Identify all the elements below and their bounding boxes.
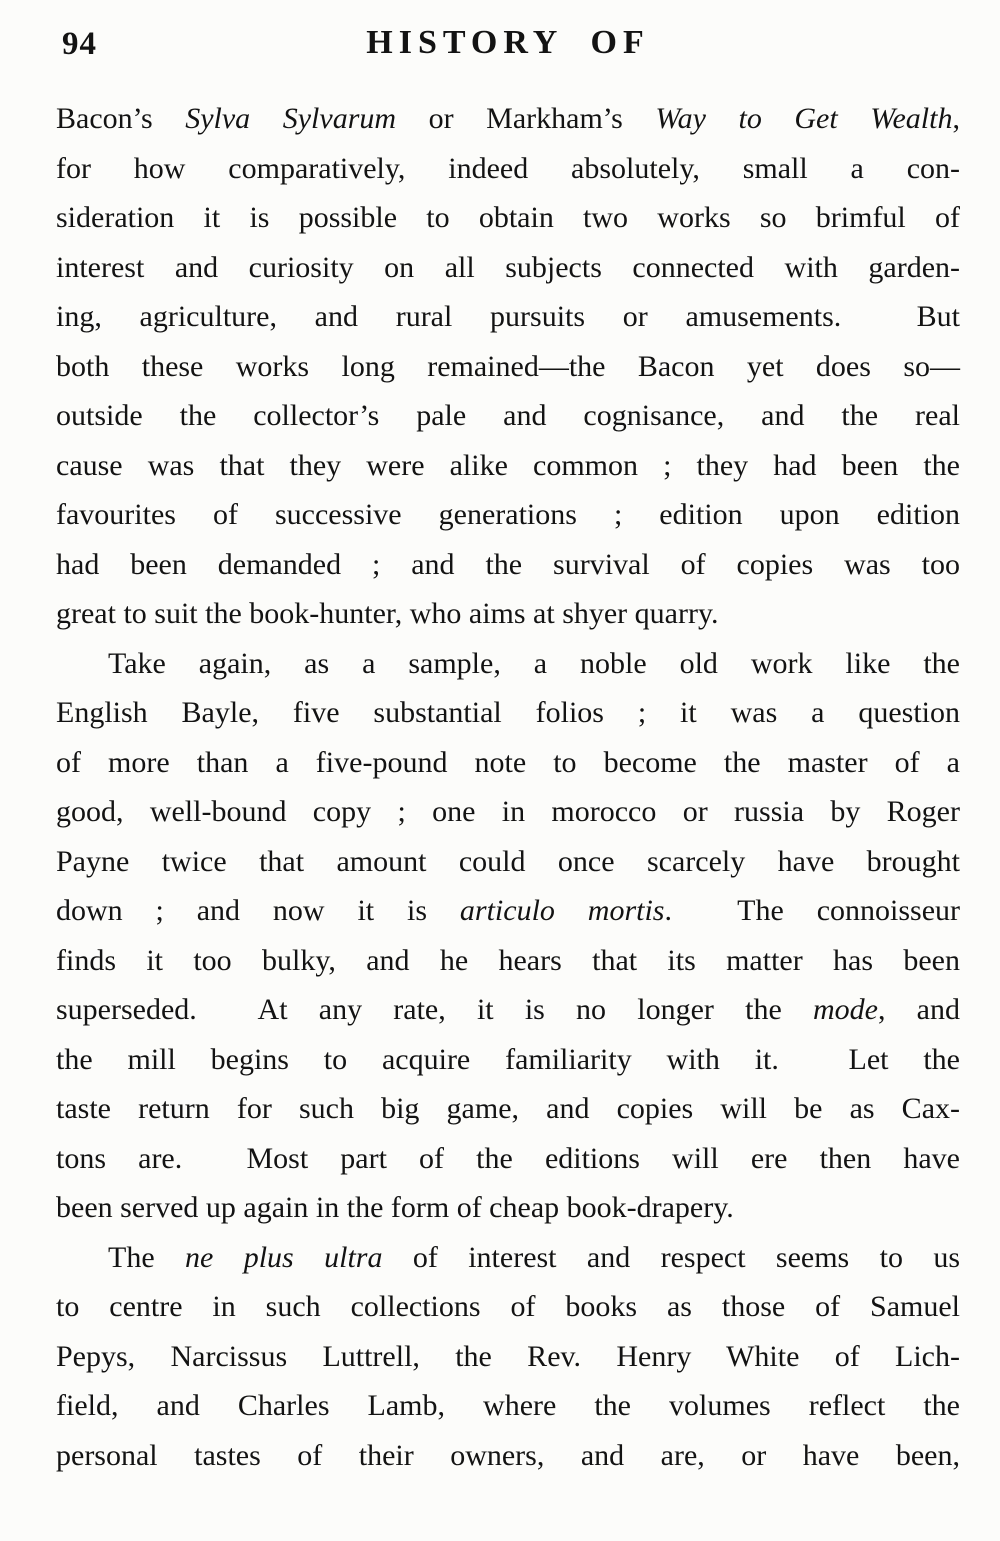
text-segment: Pepys, Narcissus Luttrell, the Rev. Henry White of Lich- bbox=[56, 1339, 960, 1373]
paragraph bbox=[56, 94, 960, 639]
text-segment: both these works long remained—the Bacon yet does so— bbox=[56, 349, 960, 383]
text-line bbox=[56, 936, 960, 986]
italic-text-segment: Way to Get Wealth bbox=[655, 102, 953, 135]
text-segment: . The connoisseur bbox=[664, 894, 960, 927]
text-segment: superseded. At any rate, it is no longer the bbox=[56, 993, 813, 1026]
text-segment: Payne twice that amount could once scarcely have brought bbox=[56, 844, 960, 878]
running-title: HISTORY OF bbox=[366, 24, 650, 61]
text-segment: interest and curiosity on all subjects connected with garden- bbox=[56, 250, 960, 284]
text-line bbox=[56, 738, 960, 788]
text-line bbox=[56, 1134, 960, 1184]
text-line bbox=[56, 342, 960, 392]
italic-text-segment: articulo mortis bbox=[459, 894, 665, 927]
text-segment: of interest and respect seems to us bbox=[382, 1240, 961, 1274]
text-line bbox=[56, 193, 960, 243]
text-segment: The bbox=[108, 1240, 186, 1274]
text-line bbox=[56, 243, 960, 293]
text-line bbox=[56, 94, 960, 144]
text-line bbox=[56, 1084, 960, 1134]
italic-text-segment: Sylva Sylvarum bbox=[185, 102, 397, 135]
text-body bbox=[56, 94, 960, 1480]
text-segment: finds it too bulky, and he hears that its matter has been bbox=[56, 943, 960, 977]
text-line bbox=[56, 1381, 960, 1431]
text-segment: , and bbox=[877, 993, 960, 1026]
text-segment: Take again, as a sample, a noble old work like the bbox=[108, 646, 960, 680]
text-line bbox=[56, 1035, 960, 1085]
text-segment: ing, agriculture, and rural pursuits or amusements. But bbox=[56, 300, 960, 333]
text-line bbox=[56, 1332, 960, 1382]
paragraph bbox=[56, 639, 960, 1233]
text-line bbox=[56, 441, 960, 491]
text-segment: cause was that they were alike common ; they had been the bbox=[56, 448, 960, 482]
text-segment: English Bayle, five substantial folios ; it was a question bbox=[56, 696, 960, 729]
text-segment: to centre in such collections of books as those of Samuel bbox=[56, 1290, 960, 1323]
text-segment: sideration it is possible to obtain two works so brimful of bbox=[56, 201, 960, 234]
text-segment: favourites of successive generations ; edition upon edition bbox=[56, 498, 960, 531]
text-line bbox=[56, 391, 960, 441]
text-segment: outside the collector’s pale and cognisance, and the real bbox=[56, 399, 960, 432]
text-line bbox=[56, 886, 960, 936]
paragraph bbox=[56, 1233, 960, 1481]
text-segment: Bacon’s bbox=[56, 102, 186, 135]
text-line bbox=[56, 837, 960, 887]
text-segment: , bbox=[952, 102, 960, 135]
text-segment: taste return for such big game, and copies will be as Cax- bbox=[56, 1092, 960, 1125]
text-line bbox=[56, 144, 960, 194]
text-line bbox=[56, 1183, 960, 1233]
text-segment: field, and Charles Lamb, where the volumes reflect the bbox=[56, 1389, 960, 1422]
text-segment: of more than a five-pound note to become the master of a bbox=[56, 745, 960, 779]
italic-text-segment: mode bbox=[812, 993, 878, 1026]
text-segment: the mill begins to acquire familiarity with it. Let the bbox=[56, 1042, 960, 1076]
text-line bbox=[56, 688, 960, 738]
text-segment: for how comparatively, indeed absolutely, small a con- bbox=[56, 151, 960, 185]
text-segment: down ; and now it is bbox=[56, 894, 460, 927]
text-line bbox=[56, 787, 960, 837]
text-line bbox=[56, 1233, 960, 1283]
page-header bbox=[56, 24, 960, 74]
text-line bbox=[56, 490, 960, 540]
page-number: 94 bbox=[62, 26, 97, 62]
text-segment: personal tastes of their owners, and are, or have been, bbox=[56, 1438, 960, 1472]
text-line bbox=[56, 1431, 960, 1481]
italic-text-segment: ne plus ultra bbox=[185, 1240, 383, 1274]
text-line bbox=[56, 540, 960, 590]
text-segment: good, well-bound copy ; one in morocco or russia by Roger bbox=[56, 795, 960, 828]
text-segment: been served up again in the form of cheap book-drapery. bbox=[56, 1191, 734, 1224]
text-segment: great to suit the book-hunter, who aims at shyer quarry. bbox=[56, 597, 719, 630]
text-line bbox=[56, 589, 960, 639]
text-line bbox=[56, 985, 960, 1035]
text-line bbox=[56, 1282, 960, 1332]
text-line bbox=[56, 292, 960, 342]
text-segment: tons are. Most part of the editions will ere then have bbox=[56, 1141, 960, 1175]
text-line bbox=[56, 639, 960, 689]
text-segment: had been demanded ; and the survival of copies was too bbox=[56, 547, 960, 581]
text-segment: or Markham’s bbox=[396, 102, 656, 135]
